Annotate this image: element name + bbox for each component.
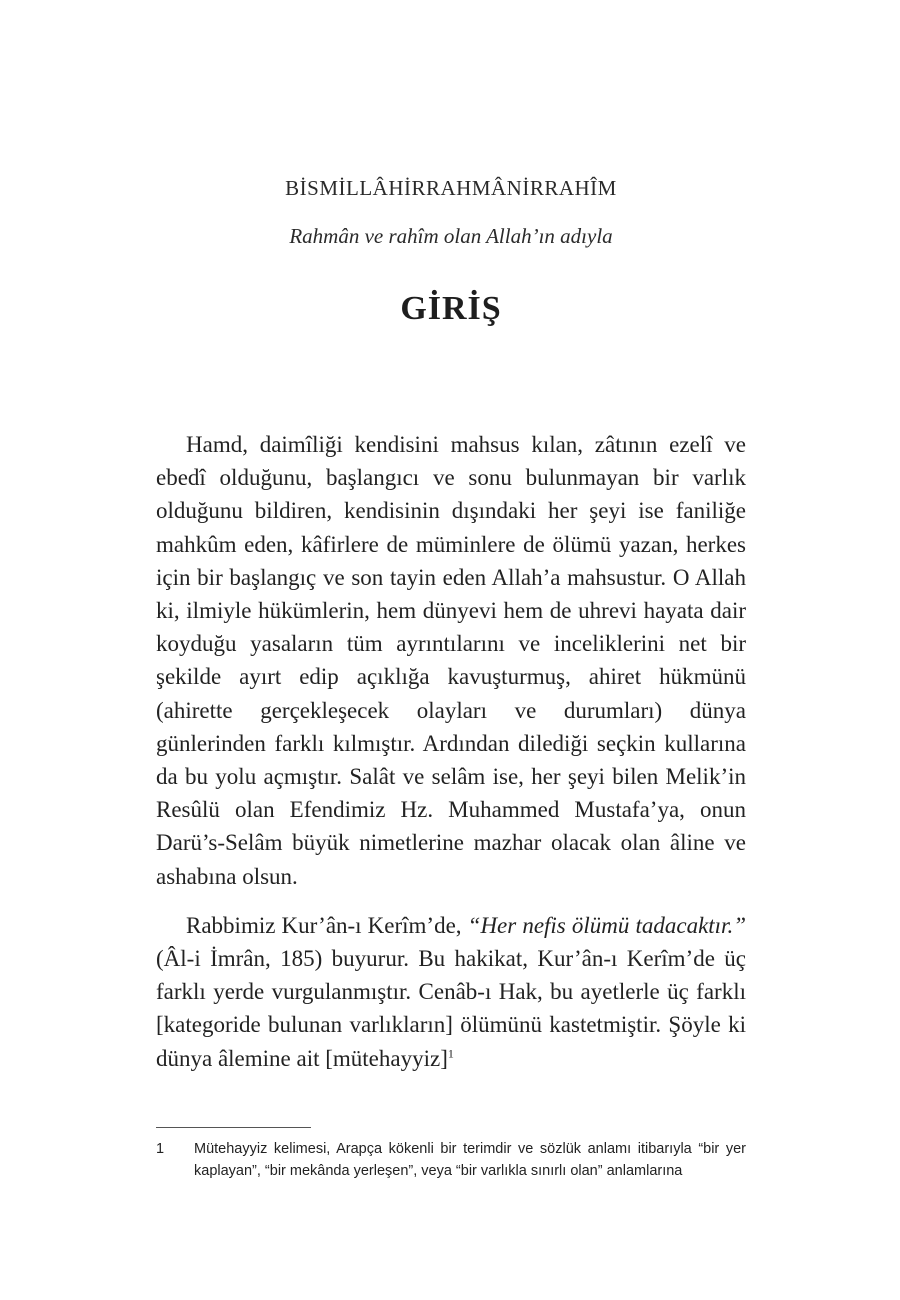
footnote-text: Mütehayyiz kelimesi, Arapça kökenli bir terimdir ve sözlük anlamı itibarıyla “bir yer kaplayan”, “bir mekânda yerleşen”, veya “bir varlıkla sınırlı olan” anlamlarına [194, 1141, 746, 1179]
book-page [156, 0, 746, 1300]
footnote-number: 1 [156, 1141, 165, 1157]
basmala-translation: Rahmân ve rahîm olan Allah’ın adıyla [289, 224, 613, 248]
paragraph-1: Hamd, daimîliği kendisini mahsus kılan, zâtının ezelî ve ebedî olduğunu, başlangıcı ve sonu bulunmayan bir varlık olduğunu bildiren, kendisinin dışındaki her şeyi ise faniliğe mahkûm eden, kâfirlere de müminlere de ölümü yazan, herkes için bir başlangıç ve son tayin eden Allah’a mahsustur. O Allah ki, ilmiyle hükümlerin, hem dünyevi hem de uhrevi hayata dair koyduğu yasaların tüm ayrıntılarını ve inceliklerini net bir şekilde ayırt edip açıklığa kavuşturmuş, ahiret hükmünü (ahirette gerçekleşecek olayları ve durumları) dünya günlerinden farklı kılmıştır. Ardından dilediği seçkin kullarına da bu yolu açmıştır. Salât ve selâm ise, her şeyi bilen Melik’in Resûlü olan Efendimiz Hz. Muhammed Mustafa’ya, onun Darü’s-Selâm büyük nimetlerine mazhar olacak olan âline ve ashabına olsun. [156, 432, 746, 889]
quran-quote: “Her nefis ölümü tadacaktır.” [467, 912, 746, 938]
body-text [156, 428, 746, 1091]
basmala-heading: BİSMİLLÂHİRRAHMÂNİRRAHÎM [285, 176, 617, 200]
paragraph-2-rest: (Âl-i İmrân, 185) buyurur. Bu hakikat, Kur’ân-ı Kerîm’de üç farklı yerde vurgulanmıştır. Cenâb-ı Hak, bu ayetlerle üç farklı [kategoride bulunan varlıkların] ölümünü kastetmiştir. Şöyle ki dünya âlemine ait [mütehayyiz] [156, 946, 746, 1071]
paragraph-2-start: Rabbimiz Kur’ân-ı Kerîm’de, [186, 912, 468, 938]
chapter-title: GİRİŞ [400, 290, 502, 327]
footnote [156, 1138, 746, 1182]
footnote-reference: 1 [447, 1046, 454, 1060]
footnote-divider [156, 1127, 311, 1128]
paragraph-2 [156, 909, 746, 1075]
